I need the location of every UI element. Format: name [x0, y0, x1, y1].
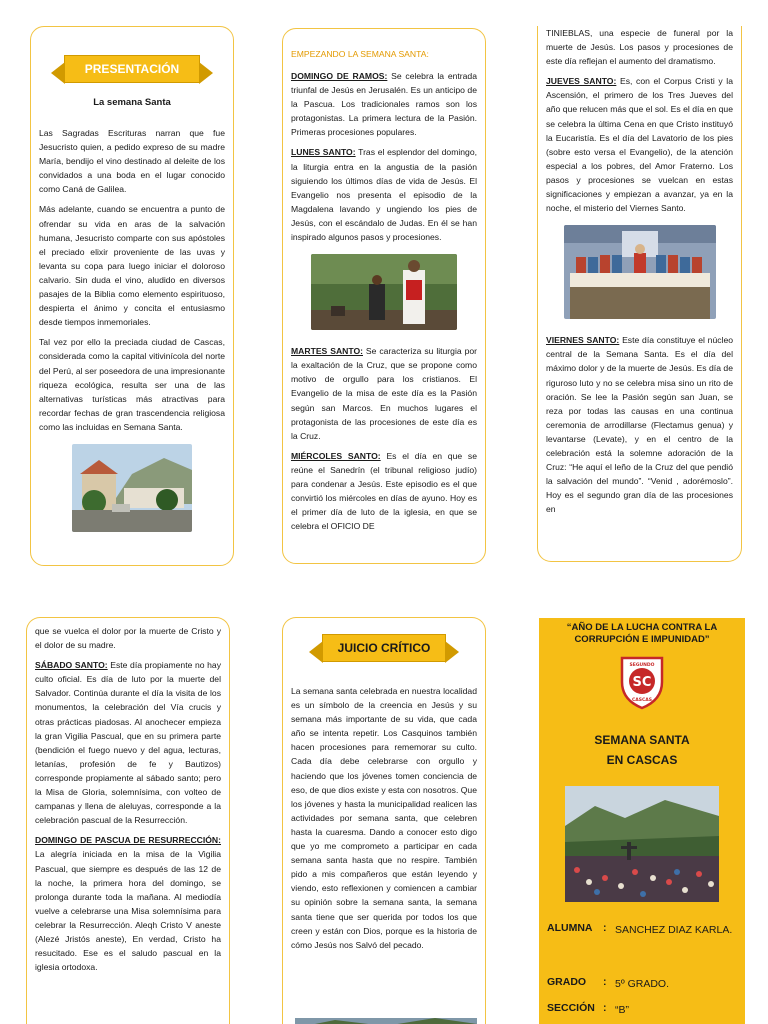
magdalena-photo: [311, 254, 457, 330]
logo-bottom-text: CASCAS: [631, 698, 653, 703]
alumna-label: ALUMNA: [547, 922, 593, 934]
cover-title-line-2: EN CASCAS: [606, 753, 678, 767]
landscape-photo-partial: [295, 1018, 477, 1024]
seccion-colon: :: [603, 1002, 607, 1014]
alumna-colon: :: [603, 922, 607, 934]
lunes-santo-paragraph: [291, 145, 477, 244]
presentacion-subtitle: La semana Santa: [93, 97, 171, 108]
alumna-value: SANCHEZ DIAZ KARLA.: [615, 924, 733, 936]
viernes-santo-label: VIERNES SANTO:: [546, 335, 620, 346]
jueves-santo-label: JUEVES SANTO:: [546, 76, 617, 87]
cover-title: [539, 730, 745, 770]
cover-title-line-1: SEMANA SANTA: [594, 733, 690, 747]
sabado-santo-paragraph: [35, 658, 221, 827]
presentacion-paragraph-3: Tal vez por ello la preciada ciudad de Cascas, considerada como la capital vitivinícola del norte del Perú, al ser poseedora de una impresionante riqueza ecológica, resulta ser una de las alternativas turísticas más atractivas para recordar fechas de gran trascendencia religiosa como las incluidas en Semana Santa.: [39, 337, 225, 432]
sabado-santo-label: SÁBADO SANTO:: [35, 660, 108, 671]
seccion-value: “B”: [615, 1004, 629, 1016]
panel-jueves-viernes: [537, 26, 742, 562]
grado-label: GRADO: [547, 976, 587, 988]
grado-row: [547, 976, 735, 992]
lunes-santo-label: LUNES SANTO:: [291, 147, 356, 158]
jueves-santo-paragraph: [546, 74, 733, 215]
jueves-santo-text: Es, con el Corpus Cristi y la Ascensión, el primero de los Tres Jueves del año que relucen más que el sol. Es el día en que se celebra la última Cena en que Cristo instituyó la Eucaristía. Es el día del Lavatorio de los pies (sobre esto versa el Evangelio), de la atención especial a los pobres, del Amor Fraterno. Los pasos y procesiones se vuelcan en estas significaciones y empiezan a avanzar, ya en la noche, el misterio del Viernes Santo.: [546, 76, 734, 214]
panel-sabado-domingo: [26, 617, 230, 1024]
panel-cover: [539, 618, 745, 1024]
miercoles-santo-label: MIÉRCOLES SANTO:: [291, 450, 381, 461]
domingo-ramos-paragraph: [291, 69, 477, 139]
domingo-ramos-label: DOMINGO DE RAMOS:: [291, 71, 388, 81]
domingo-ramos-text: Se celebra la entrada triunfal de Jesús en Jerusalén. Es un anticipo de la Pascua. Los tradicionales ramos son los protagonistas. La primera lectura de la Pasión. Primeras procesiones populares.: [291, 71, 477, 138]
last-supper-painting: [564, 225, 716, 319]
juicio-banner: JUICIO CRÍTICO: [322, 634, 446, 662]
martes-santo-text: Se caracteriza su liturgia por la exaltación de la Cruz, que se propone como motivo de orgullo para los cristianos. El Evangelio de la misa de este día es la Pasión según san Marcos. En muchos lugares el protagonista de las procesiones de este día es la Cruz.: [291, 346, 477, 441]
presentacion-banner: PRESENTACIÓN: [64, 55, 200, 83]
presentacion-paragraph-1: Las Sagradas Escrituras narran que fue Jesucristo quien, a pedido expreso de su madre María, bendijo el vino destinado al deleite de los convidados a una boda en el lugar conocido como Caná de Galilea.: [39, 128, 225, 195]
town-plaza-photo: [72, 444, 192, 532]
presentacion-paragraph-2: Más adelante, cuando se encuentra a punto de ofrendar su vida en aras de la salvación humana, Jesucristo comparte con sus apóstoles el preciado elixir proveniente de las uvas y levanta su copa para luego iniciar el doloroso calvario. Sin duda el vino, aludido en diversos pasajes de la Biblia como elemento espirituoso, despierta el ánimo y concita el entusiasmo desde tiempos inmemoriales.: [39, 204, 225, 328]
viernes-santo-paragraph: [546, 333, 733, 516]
grado-colon: :: [603, 976, 607, 988]
panel-presentacion: [30, 26, 234, 566]
alumna-row: [547, 922, 735, 938]
viernes-santo-text: Este día constituye el núcleo central de la Semana Santa. Es el día del máximo dolor y de la muerte de Jesús. Es día de riguroso luto y no se celebra misa sino un rito de oración. Se lee la Pasión según san Juan, se reza por todas las causas en una continua ceremonia de arrodillarse (Flectamus genua) y levantarse (Levate), y en el centro de la celebración está la solemne adoración de la Cruz: “He aquí el leño de la Cruz del que pendió la salvación del mundo”. “Venid , adorémoslo”. Hoy es el segundo gran día de las procesiones en: [546, 335, 733, 515]
procession-crowd-photo: [565, 786, 719, 902]
panel-juicio-critico: [282, 617, 486, 1024]
domingo-pascua-label: DOMINGO DE PASCUA DE RESURRECCIÓN:: [35, 835, 221, 846]
tinieblas-paragraph: TINIEBLAS, una especie de funeral por la muerte de Jesús. Los pasos y procesiones de este día reflejan el aumento del dramatismo.: [546, 28, 733, 67]
sabado-santo-text: Este día propiamente no hay culto oficial. Es día de luto por la muerte del Salvador. Continúa durante el día la visita de los monumentos, la celebración del Vía crucis y otras prácticas piadosas. Al anochecer empieza la gran Vigilia Pascual, que en su primera parte (bendición el fuego nuevo y del agua, lecturas, letanías, profesión de fe y Bautizos) corresponde propiamente al sábado santo; pero la Misa de Gloria, solemnísima, con volteo de campanas y llena de aleluyas, corresponde a la celebración pascual de la Resurrección.: [35, 660, 221, 826]
empezando-heading: EMPEZANDO LA SEMANA SANTA:: [291, 49, 429, 59]
miercoles-santo-paragraph: [291, 449, 477, 534]
domingo-pascua-text: La alegría iniciada en la misa de la Vigilia Pascual, que siempre es después de las 12 de la noche, la primera hora del domingo, se prolonga durante toda la mañana. Al mediodía vuelve a celebrarse una Misa solemnísima para celebrar la Resurrección. Aleqh Cristo V aneste (Alezé Jristós aneste), En verdad, Cristo ha resucitado. Ese es el saludo pascual en la iglesia ortodoxa.: [35, 849, 221, 973]
logo-top-text: SEGUNDO: [629, 663, 655, 668]
grado-value: 5º GRADO.: [615, 978, 670, 990]
martes-santo-label: MARTES SANTO:: [291, 346, 363, 357]
school-shield-logo: [619, 654, 665, 710]
logo-letters: SC: [632, 675, 652, 690]
juicio-paragraph: La semana santa celebrada en nuestra localidad es un símbolo de la creencia en Jesús y su semana más importante de su vida, que cada año se intenta repetir. Los Casquinos también hacen procesiones para rememorar su culto. Cada día debe celebrarse con orgullo y haciendo que los jóvenes tomen conciencia de eso, de que dios existe y esta con nosotros. Que los jóvenes y hasta la municipalidad realicen las actividades por semana santa, que celebren hasta la cuaresma. Dando a conocer esto digo que yo me comprometo a participar en cada semana santa hasta que no respire. También pido a mis compañeros que están leyendo y viendo, esto reflexionen y comiencen a cambiar su opinión sobre la semana santa, la semana santa tiene que ser querida por todos los que creen y están con Dios, porque es la historia de cómo Jesús nos Salvó del pecado.: [291, 686, 477, 950]
martes-santo-paragraph: [291, 344, 477, 443]
domingo-pascua-paragraph: [35, 833, 221, 974]
panel-empezando: [282, 28, 486, 564]
seccion-row: [547, 1002, 735, 1018]
lunes-santo-text: Tras el esplendor del domingo, la liturgia entra en la angustia de la pasión siguiendo los últimos días de vida de Jesús. El Evangelio nos presenta el episodio de la Magdalena lavando y ungiendo los pies de Jesús, con el escándalo de Judas. En él se han inspirado algunos pasos y procesiones.: [291, 147, 477, 243]
seccion-label: SECCIÓN: [547, 1002, 595, 1014]
cover-motto: “AÑO DE LA LUCHA CONTRA LA CORRUPCIÓN E IMPUNIDAD”: [566, 622, 718, 645]
sabado-intro-paragraph: que se vuelca el dolor por la muerte de Cristo y el dolor de su madre.: [35, 626, 221, 651]
miercoles-santo-text: Es el día en que se reúne el Sanedrín (el tribunal religioso judío) para condenar a Jesús. Este episodio es el que convirtió los miércoles en días de ayuno. Hoy es el primer día de luto de la iglesia, en que se celebra el OFICIO DE: [291, 450, 477, 532]
